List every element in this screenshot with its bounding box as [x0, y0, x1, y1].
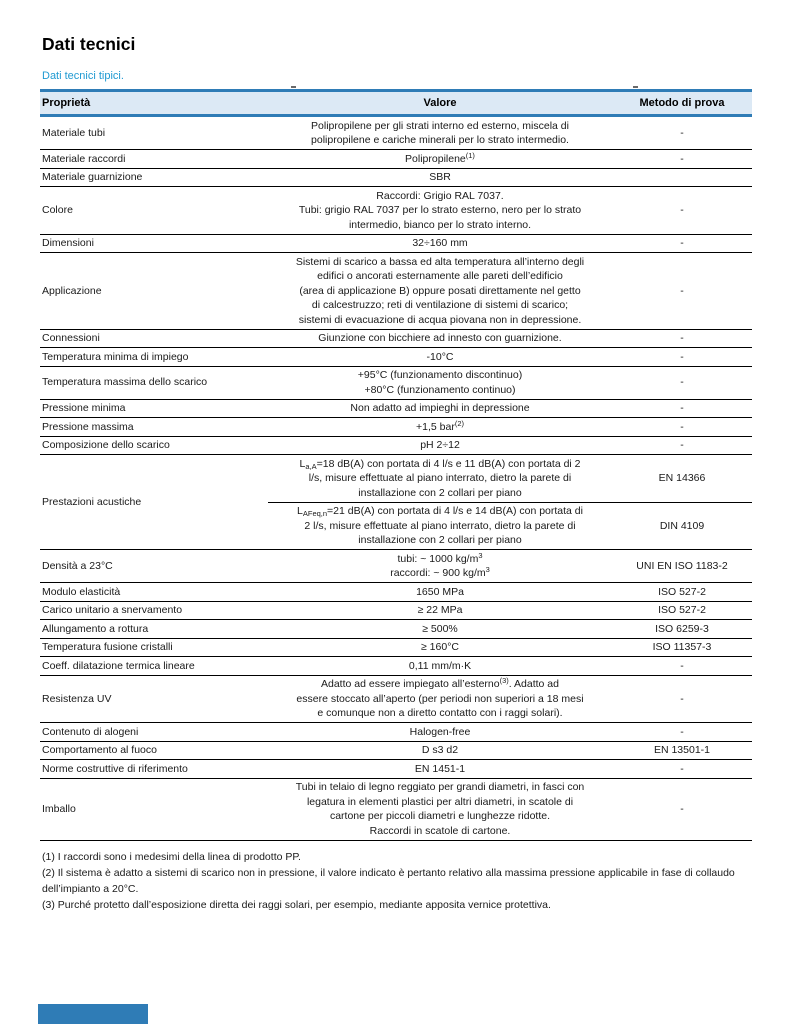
method-cell: -: [680, 439, 684, 451]
method-cell: -: [680, 802, 684, 815]
property-cell: Materiale tubi: [42, 126, 106, 139]
method-cell: EN 13501-1: [653, 744, 711, 756]
table-row: [40, 760, 752, 779]
row-entries: [268, 742, 752, 760]
value-cell: tubi: ~ 1000 $kg/m^3$ raccordi: ~ 900 $kg/m^3$: [390, 550, 490, 579]
property-cell: Allungamento a rottura: [42, 622, 149, 635]
row-entry: [268, 602, 752, 620]
table-row: [40, 253, 752, 330]
table-row: [40, 620, 752, 639]
table-row: [40, 348, 752, 367]
row-entries: [268, 117, 752, 149]
row-entries: [268, 639, 752, 657]
table-row: [40, 676, 752, 724]
property-cell: Norme costruttive di riferimento: [42, 762, 188, 775]
header-cell-value: Valore: [423, 96, 457, 109]
value-cell: 1650 MPa: [416, 585, 464, 598]
footnote-item: (2) Il sistema è adatto a sistemi di scarico non in pressione, il valore indicato è pertanto relativo alla massima pressione applicabile in fase di collaudo dell’impianto a 20°C.: [42, 867, 735, 895]
table-row: [40, 583, 752, 602]
value-cell: Polipropilene per gli strati interno ed esterno, miscela di polipropilene e cariche minerali per lo strato intermedio.: [311, 119, 569, 146]
column-boundary-tick: [633, 86, 638, 88]
method-cell: -: [680, 402, 684, 414]
property-cell: Prestazioni acustiche: [42, 495, 142, 508]
table-row: [40, 455, 752, 550]
property-cell: Carico unitario a snervamento: [42, 604, 183, 616]
row-entry: [268, 723, 752, 741]
row-entries: [268, 779, 752, 840]
row-entry: [268, 253, 752, 329]
method-cell: -: [680, 659, 684, 672]
method-cell: ISO 11357-3: [652, 641, 712, 653]
method-cell: ISO 527-2: [658, 585, 706, 598]
method-cell: -: [680, 420, 684, 433]
value-cell: pH 2÷12: [420, 439, 460, 451]
value-cell: -10°C: [426, 350, 454, 363]
table-row: [40, 150, 752, 169]
value-cell: Halogen-free: [409, 725, 471, 738]
method-cell: -: [680, 284, 684, 297]
row-entry: [268, 169, 752, 187]
table-row: [40, 367, 752, 400]
footnotes: [42, 849, 756, 913]
row-entries: [268, 583, 752, 601]
table-row: [40, 437, 752, 456]
row-entries: [268, 187, 752, 234]
value-cell: +95°C (funzionamento discontinuo) +80°C (funzionamento continuo): [357, 369, 523, 396]
page-subtitle: Dati tecnici tipici.: [42, 70, 124, 82]
row-entry: [268, 502, 752, 550]
row-entry: [268, 330, 752, 348]
row-entry: [268, 742, 752, 760]
value-cell: Polipropilene$^{(1)}$: [405, 150, 475, 165]
method-cell: -: [680, 762, 684, 775]
row-entry: [268, 150, 752, 168]
table-row: [40, 330, 752, 349]
value-cell: SBR: [429, 171, 451, 183]
method-cell: EN 14366: [658, 472, 706, 484]
row-entry: [268, 418, 752, 436]
header-cell-property: Proprietà: [42, 96, 91, 109]
table-row: [40, 187, 752, 235]
footnote-item: (1) I raccordi sono i medesimi della linea di prodotto PP.: [42, 851, 301, 863]
property-cell: Pressione massima: [42, 420, 134, 433]
row-entries: [268, 169, 752, 187]
value-cell: ≥ 160°C: [421, 641, 459, 653]
method-cell: -: [680, 204, 684, 216]
row-entry: [268, 367, 752, 399]
property-cell: Resistenza UV: [42, 692, 112, 705]
footer-logo-bar: [38, 1004, 148, 1024]
method-cell: -: [680, 126, 684, 139]
row-entries: [268, 550, 752, 582]
property-cell: Coeff. dilatazione termica lineare: [42, 659, 195, 672]
row-entry: [268, 117, 752, 149]
property-cell: Connessioni: [42, 332, 100, 344]
value-cell: Non adatto ad impieghi in depressione: [350, 402, 530, 414]
property-cell: Applicazione: [42, 284, 102, 297]
method-cell: -: [680, 725, 684, 738]
row-entry: [268, 187, 752, 234]
table-row: [40, 169, 752, 188]
method-cell: -: [680, 237, 684, 249]
row-entry: [268, 437, 752, 455]
row-entries: [268, 400, 752, 418]
table-row: [40, 400, 752, 419]
property-cell: Temperatura fusione cristalli: [42, 641, 173, 653]
table-row: [40, 742, 752, 761]
row-entries: [268, 150, 752, 168]
method-cell: -: [680, 376, 684, 389]
row-entry: [268, 639, 752, 657]
value-cell: Tubi in telaio di legno reggiato per grandi diametri, in fasci con legatura in elementi plastici per altri diametri, in scatole di cartone per piccoli diametri e lunghezze ridotte. Raccordi in scatole di cartone.: [295, 781, 585, 837]
value-cell: D s3 d2: [421, 744, 459, 756]
row-entry: [268, 779, 752, 840]
row-entry: [268, 760, 752, 778]
value-cell: 32÷160 mm: [412, 237, 468, 249]
value-cell: Raccordi: Grigio RAL 7037. Tubi: grigio RAL 7037 per lo strato esterno, nero per lo strato intermedio, bianco per lo strato interno.: [298, 189, 582, 231]
table-row: [40, 602, 752, 621]
row-entries: [268, 418, 752, 436]
property-cell: Dimensioni: [42, 237, 94, 249]
property-cell: Colore: [42, 204, 73, 216]
property-cell: Temperatura massima dello scarico: [42, 376, 208, 389]
row-entry: [268, 455, 752, 502]
row-entries: [268, 330, 752, 348]
table-row: [40, 639, 752, 658]
property-cell: Imballo: [42, 802, 76, 815]
method-cell: DIN 4109: [659, 519, 705, 532]
row-entries: [268, 676, 752, 723]
column-boundary-tick: [291, 86, 296, 88]
table-row: [40, 723, 752, 742]
row-entry: [268, 676, 752, 723]
value-cell: 0,11 mm/m·K: [408, 659, 472, 672]
method-cell: UNI EN ISO 1183-2: [636, 559, 728, 572]
value-cell: ≥ 22 MPa: [417, 604, 463, 616]
property-cell: Pressione minima: [42, 402, 126, 414]
header-cell-method: Metodo di prova: [639, 96, 725, 109]
property-cell: Temperatura minima di impiego: [42, 350, 189, 363]
method-cell: -: [680, 350, 684, 363]
row-entry: [268, 400, 752, 418]
technical-data-table: [40, 89, 752, 841]
property-cell: Contenuto di alogeni: [42, 725, 139, 738]
row-entries: [268, 253, 752, 329]
value-cell: Sistemi di scarico a bassa ed alta temperatura all’interno degli edifici o ancorati esternamente alle pareti dell’edificio (area di applicazione B) oppure posati direttamente nel getto di calcestruzzo; reti di ventilazione di sistemi di scarico; sistemi di evacuazione di acqua piovana non in depressione.: [295, 255, 585, 326]
row-entry: [268, 620, 752, 638]
value-cell: Adatto ad essere impiegato all’esterno$^{(3)}$. Adatto ad essere stoccato all’aperto (per periodi non superiori a 18 mesi e comunque non a diretto contatto con i raggi solari).: [296, 676, 584, 719]
value-cell: Giunzione con bicchiere ad innesto con guarnizione.: [318, 332, 562, 344]
method-cell: -: [680, 332, 684, 344]
row-entry: [268, 583, 752, 601]
row-entries: [268, 657, 752, 675]
table-row: [40, 657, 752, 676]
method-cell: ISO 6259-3: [655, 622, 709, 635]
footnote-item: (3) Purché protetto dall’esposizione diretta dei raggi solari, per esempio, mediante apposita vernice protettiva.: [42, 899, 551, 911]
property-cell: Materiale guarnizione: [42, 171, 143, 183]
value-cell: $L_{AFeq,n}=21$ dB(A) con portata di 4 l/s e 14 dB(A) con portata di 2 l/s, misure effettuate al piano interrato, dietro la parete di installazione con 2 collari per piano: [297, 505, 583, 546]
table-row: [40, 779, 752, 841]
property-cell: Comportamento al fuoco: [42, 744, 157, 756]
value-cell: +1,5 bar$^{(2)}$: [416, 418, 464, 433]
property-cell: Densità a 23°C: [42, 559, 113, 572]
method-cell: -: [680, 692, 684, 705]
row-entries: [268, 348, 752, 366]
row-entry: [268, 348, 752, 366]
row-entries: [268, 602, 752, 620]
property-cell: Materiale raccordi: [42, 152, 126, 165]
page-title: Dati tecnici: [42, 34, 136, 54]
row-entries: [268, 455, 752, 549]
table-row: [40, 550, 752, 583]
table-row: [40, 418, 752, 437]
value-cell: $L_{a,A}=18$ dB(A) con portata di 4 l/s e 11 dB(A) con portata di 2 l/s, misure effettuate al piano interrato, dietro la parete di installazione con 2 collari per piano: [299, 457, 581, 499]
table-row: [40, 117, 752, 150]
row-entries: [268, 367, 752, 399]
table-body: [40, 117, 752, 841]
property-cell: Composizione dello scarico: [42, 439, 170, 451]
value-cell: ≥ 500%: [422, 622, 458, 635]
method-cell: -: [680, 152, 684, 165]
table-header-row: [40, 89, 752, 117]
table-row: [40, 235, 752, 254]
row-entries: [268, 723, 752, 741]
row-entries: [268, 437, 752, 455]
row-entries: [268, 760, 752, 778]
row-entry: [268, 550, 752, 582]
row-entry: [268, 657, 752, 675]
method-cell: ISO 527-2: [658, 604, 706, 616]
value-cell: EN 1451-1: [414, 762, 466, 775]
property-cell: Modulo elasticità: [42, 585, 121, 598]
row-entries: [268, 620, 752, 638]
row-entry: [268, 235, 752, 253]
row-entries: [268, 235, 752, 253]
